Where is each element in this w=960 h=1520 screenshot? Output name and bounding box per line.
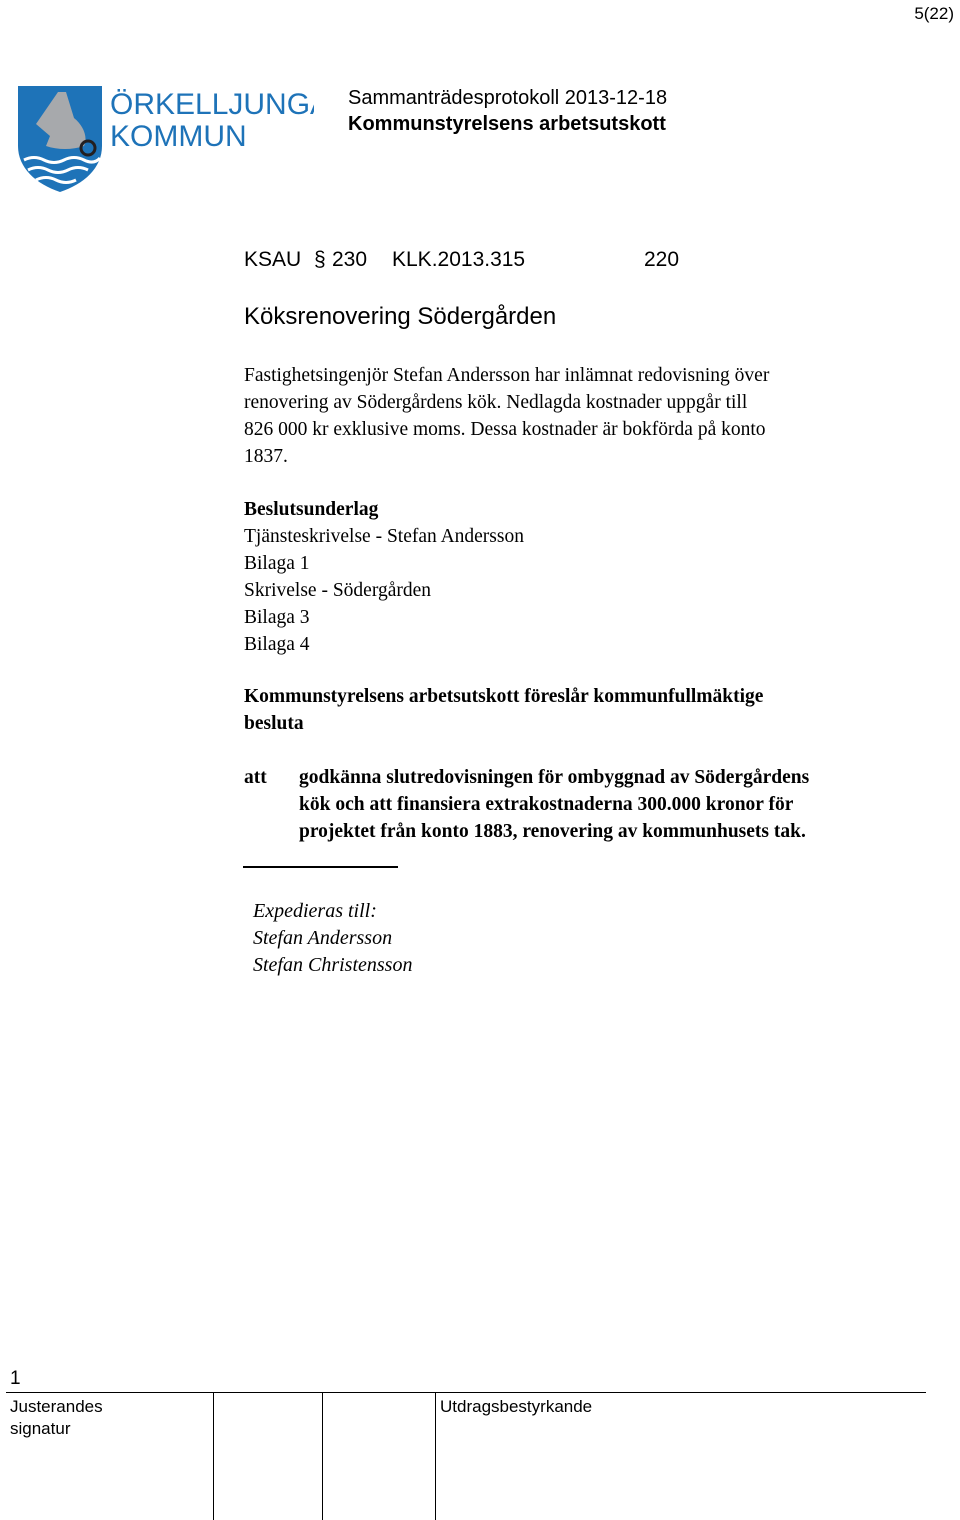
footer-utdrag-label: Utdragsbestyrkande	[440, 1397, 593, 1416]
intro-line: 826 000 kr exklusive moms. Dessa kostnader är bokförda på konto	[244, 419, 766, 440]
dispatch-recipient: Stefan Christensson	[253, 954, 413, 976]
svg-text:ÖRKELLJUNGA: ÖRKELLJUNGA	[110, 88, 314, 121]
footer-divider	[213, 1392, 214, 1520]
basis-item: Tjänsteskrivelse - Stefan Andersson	[244, 526, 524, 547]
basis-heading: Beslutsunderlag	[244, 499, 379, 520]
decision-line: godkänna slutredovisningen för ombyggnad av Södergårdens	[299, 767, 810, 788]
basis-item: Skrivelse - Södergården	[244, 580, 432, 601]
section-sign-icon: §	[314, 248, 326, 271]
dispatch-list	[253, 898, 412, 979]
footer-divider	[435, 1392, 436, 1520]
basis-item: Bilaga 4	[244, 634, 310, 655]
intro-line: Fastighetsingenjör Stefan Andersson har inlämnat redovisning över	[244, 365, 770, 386]
subject-title: Köksrenovering Södergården	[244, 303, 557, 330]
footer-signature-line: signatur	[10, 1419, 71, 1438]
decision-att: att	[244, 767, 267, 788]
decision-line: projektet från konto 1883, renovering av kommunhusets tak.	[299, 821, 806, 842]
protocol-title: Sammanträdesprotokoll 2013-12-18	[348, 87, 668, 109]
case-section: 230	[332, 248, 368, 271]
dispatch-heading: Expedieras till:	[253, 900, 377, 922]
proposal	[244, 683, 904, 737]
decision-text	[299, 764, 919, 845]
page-number: 5(22)	[914, 4, 954, 23]
municipality-logo	[14, 84, 314, 196]
footer-signature-line: Justerandes	[10, 1397, 103, 1416]
dispatch-recipient: Stefan Andersson	[253, 927, 393, 949]
intro-line: 1837.	[244, 446, 288, 467]
decision-basis	[244, 496, 884, 658]
case-page: 220	[644, 248, 680, 271]
proposal-line: besluta	[244, 713, 304, 734]
footer-page-number: 1	[10, 1368, 21, 1389]
case-reference: KLK.2013.315	[392, 248, 526, 271]
decision-line: kök och att finansiera extrakostnaderna 300.000 kronor för	[299, 794, 794, 815]
case-number: KSAU	[244, 248, 302, 271]
basis-item: Bilaga 3	[244, 607, 310, 628]
proposal-line: Kommunstyrelsens arbetsutskott föreslår kommunfullmäktige	[244, 686, 764, 707]
footer-rule	[6, 1392, 926, 1393]
intro-line: renovering av Södergårdens kök. Nedlagda kostnader uppgår till	[244, 392, 748, 413]
basis-item: Bilaga 1	[244, 553, 310, 574]
footer-signature-label	[10, 1396, 103, 1440]
separator-line	[243, 866, 398, 868]
committee-name: Kommunstyrelsens arbetsutskott	[348, 113, 666, 135]
svg-text:KOMMUN: KOMMUN	[110, 120, 247, 153]
intro-paragraph	[244, 362, 884, 470]
footer-divider	[322, 1392, 323, 1520]
